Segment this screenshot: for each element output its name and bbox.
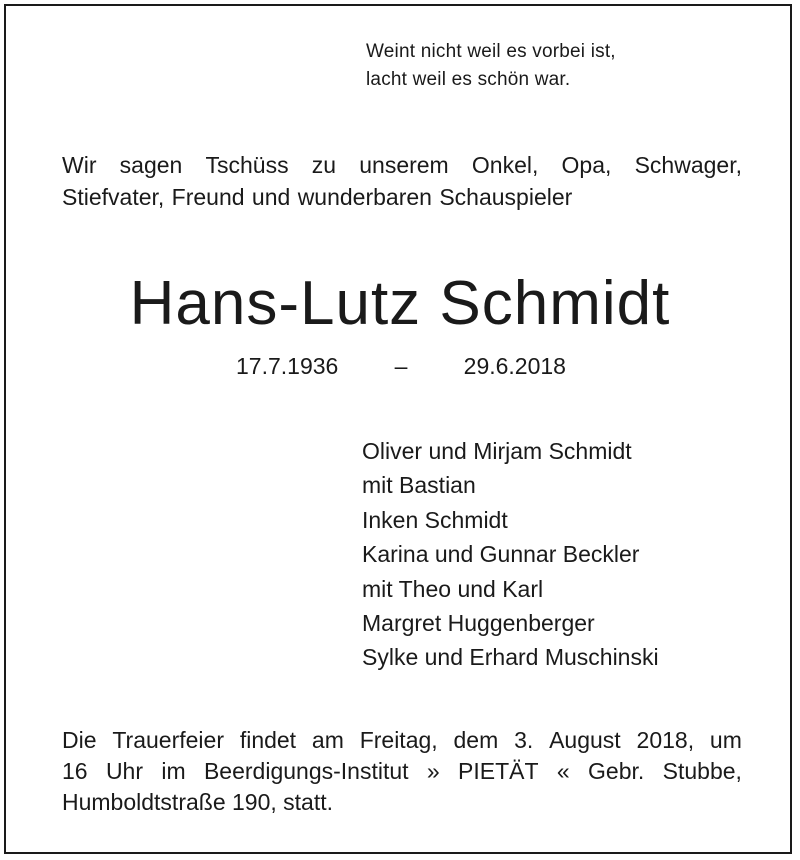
intro-word: Opa,: [561, 152, 612, 178]
ceremony-word: «: [556, 758, 570, 784]
mourner-line: mit Bastian: [362, 472, 476, 499]
ceremony-line-2: [62, 756, 742, 787]
mourner-line: Inken Schmidt: [362, 506, 508, 533]
intro-line-1: [62, 149, 742, 181]
death-date: 29.6.2018: [463, 353, 566, 379]
ceremony-word: um: [709, 727, 742, 753]
intro-text: [62, 149, 742, 213]
intro-line-2: Stiefvater, Freund und wunderbaren Schauspieler: [62, 184, 573, 210]
intro-word: unserem: [359, 152, 449, 178]
mourners-list: [362, 434, 659, 675]
ceremony-word: Uhr: [105, 758, 143, 784]
intro-word: Tschüss: [205, 152, 289, 178]
ceremony-word: 3.: [514, 727, 534, 753]
ceremony-word: findet: [239, 727, 297, 753]
ceremony-line-1: [62, 725, 742, 756]
ceremony-word: Freitag,: [359, 727, 438, 753]
mourner-line: Karina und Gunnar Beckler: [362, 541, 640, 568]
date-dash: –: [394, 353, 408, 379]
ceremony-details: [62, 725, 742, 818]
ceremony-word: 16: [62, 758, 88, 784]
mourner-line: Oliver und Mirjam Schmidt: [362, 438, 632, 464]
intro-word: zu: [311, 152, 337, 178]
motto-line: Weint nicht weil es vorbei ist,: [366, 41, 616, 62]
ceremony-word: Beerdigungs-Institut: [203, 758, 409, 784]
life-dates: [236, 350, 566, 382]
motto-quote: [366, 38, 616, 94]
ceremony-word: dem: [453, 727, 499, 753]
intro-word: Wir: [62, 152, 97, 178]
ceremony-word: Stubbe,: [662, 758, 742, 784]
mourner-line: mit Theo und Karl: [362, 575, 544, 602]
mourner-line: Margret Huggenberger: [362, 610, 595, 637]
mourner-line: Sylke und Erhard Muschinski: [362, 644, 659, 671]
motto-line: lacht weil es schön war.: [366, 69, 571, 90]
intro-word: Schwager,: [634, 152, 742, 178]
ceremony-word: August: [549, 727, 621, 753]
birth-date: 17.7.1936: [236, 353, 339, 379]
ceremony-word: 2018,: [636, 727, 695, 753]
ceremony-word: im: [161, 758, 186, 784]
deceased-name: Hans-Lutz Schmidt: [129, 269, 671, 338]
intro-word: sagen: [119, 152, 183, 178]
ceremony-word: »: [426, 758, 440, 784]
intro-word: Onkel,: [471, 152, 539, 178]
ceremony-word: Die: [62, 727, 97, 753]
ceremony-word: Trauerfeier: [112, 727, 224, 753]
ceremony-word: Gebr.: [588, 758, 645, 784]
ceremony-line-3: Humboldtstraße 190, statt.: [62, 789, 334, 815]
ceremony-word: PIETÄT: [458, 758, 539, 784]
ceremony-word: am: [311, 727, 344, 753]
